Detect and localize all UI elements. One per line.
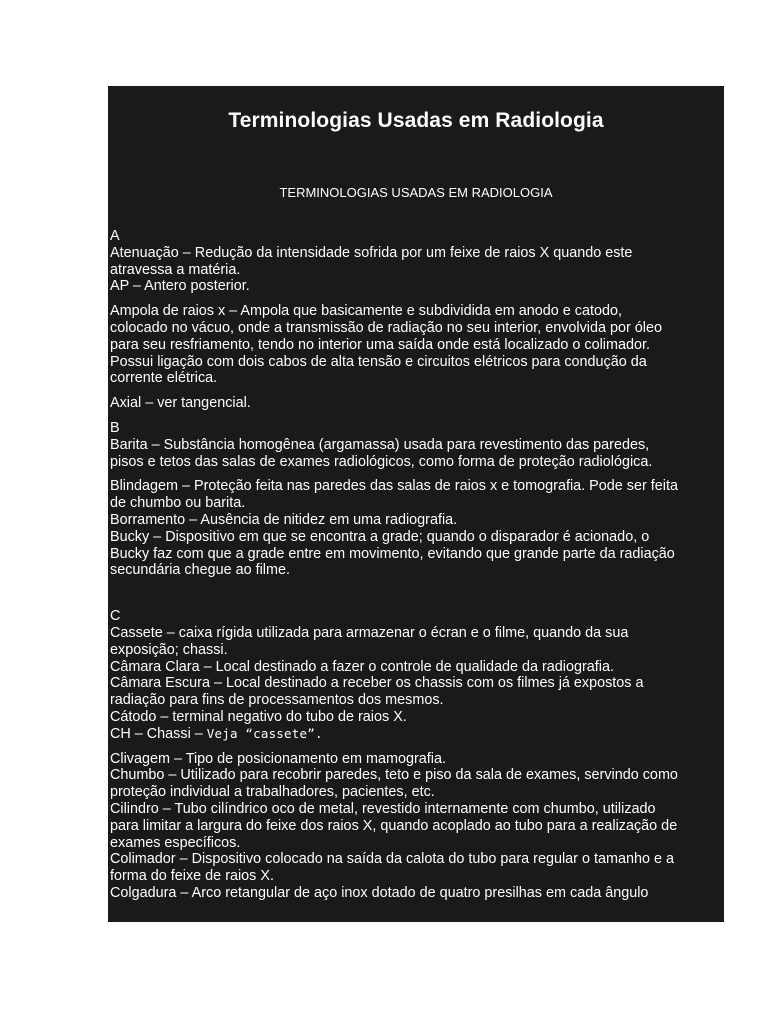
section-letter-b: B [110,419,120,436]
entry-line: radiação para fins de processamentos dos mesmos. [110,692,444,709]
entry-line: Cátodo – terminal negativo do tubo de raios X. [110,708,407,725]
cross-reference: Veja “cassete”. [206,725,323,741]
entry-line: Bucky faz com que a grade entre em movimento, evitando que grande parte da radiação [110,545,675,562]
document-page [108,86,724,922]
document-title: Terminologias Usadas em Radiologia [228,109,604,132]
entry-line: pisos e tetos das salas de exames radiológicos, como forma de proteção radiológica. [110,453,653,470]
entry-line: colocado no vácuo, onde a transmissão de radiação no seu interior, envolvida por óleo [110,319,662,336]
entry-line: Colgadura – Arco retangular de aço inox dotado de quatro presilhas em cada ângulo [110,884,649,901]
section-letter-c: C [110,608,121,625]
document-subtitle: TERMINOLOGIAS USADAS EM RADIOLOGIA [279,185,553,200]
document-body [110,228,722,902]
entry-line: proteção individual a trabalhadores, pacientes, etc. [110,784,435,801]
entry-line: Câmara Clara – Local destinado a fazer o controle de qualidade da radiografia. [110,658,614,675]
entry-line: de chumbo ou barita. [110,495,246,512]
entry-line: Atenuação – Redução da intensidade sofrida por um feixe de raios X quando este [110,244,633,261]
entry-line: atravessa a matéria. [110,261,241,278]
entry-line: Possui ligação com dois cabos de alta tensão e circuitos elétricos para condução da [110,353,647,370]
entry-line: Cassete – caixa rígida utilizada para armazenar o écran e o filme, quando da sua [110,624,629,641]
entry-line: Ampola de raios x – Ampola que basicamente e subdividida em anodo e catodo, [110,303,622,320]
section-letter-a: A [110,228,120,244]
entry-line: exames específicos. [110,834,241,851]
entry-line: corrente elétrica. [110,370,218,387]
entry-line: Blindagem – Proteção feita nas paredes das salas de raios x e tomografia. Pode ser feita [110,478,678,495]
entry-line: Borramento – Ausência de nitidez em uma radiografia. [110,511,458,528]
entry-line: para limitar a largura do feixe dos raios X, quando acoplado ao tubo para a realização de [110,817,678,834]
entry-term: CH – Chassi – [110,725,207,742]
entry-line: Bucky – Dispositivo em que se encontra a grade; quando o disparador é acionado, o [110,528,650,545]
entry-line [110,726,722,743]
entry-line: exposição; chassi. [110,641,228,658]
entry-line: secundária chegue ao filme. [110,562,290,579]
entry-line: Cilindro – Tubo cilíndrico oco de metal, revestido internamente com chumbo, utilizado [110,800,656,817]
entry-line: Clivagem – Tipo de posicionamento em mamografia. [110,750,446,767]
entry-line: Barita – Substância homogênea (argamassa) usada para revestimento das paredes, [110,436,650,453]
entry-line: forma do feixe de raios X. [110,868,274,885]
entry-line: AP – Antero posterior. [110,278,250,295]
entry-line: Chumbo – Utilizado para recobrir paredes, teto e piso da sala de exames, servindo como [110,767,678,784]
entry-line: Colimador – Dispositivo colocado na saída da calota do tubo para regular o tamanho e a [110,851,674,868]
entry-line: para seu resfriamento, tendo no interior uma saída onde está localizado o colimador. [110,336,650,353]
entry-line: Câmara Escura – Local destinado a receber os chassis com os filmes já expostos a [110,675,644,692]
entry-line: Axial – ver tangencial. [110,395,251,412]
